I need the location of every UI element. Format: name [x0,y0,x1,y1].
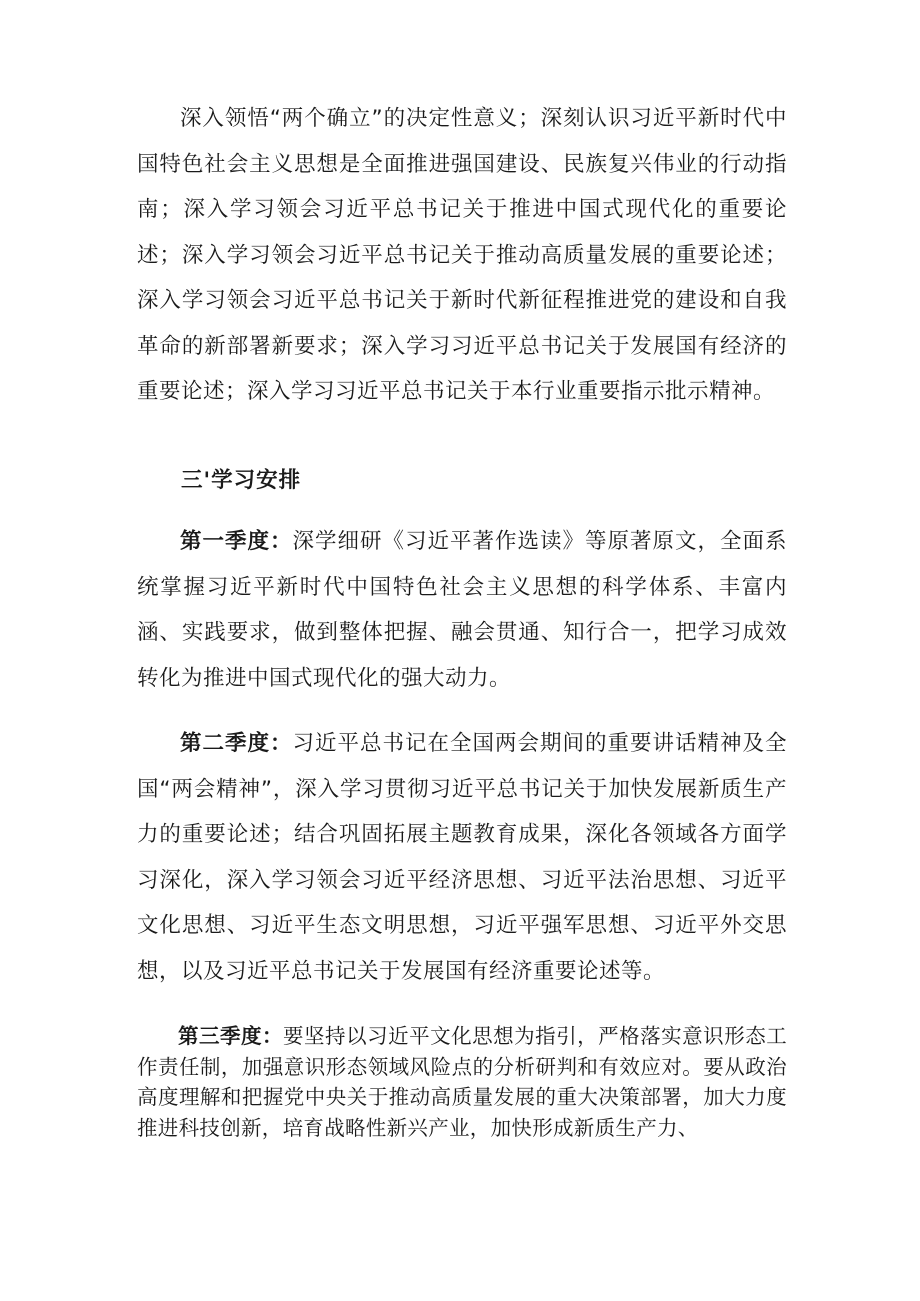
q1-text: 深学细研《习近平著作选读》等原著原文，全面系统掌握习近平新时代中国特色社会主义思想的科学体系、丰富内涵、实践要求，做到整体把握、融会贯通、知行合一，把学习成效转化为推进中国式现代化的强大动力。 [137,529,787,691]
q3-label: 第三季度： [178,1024,284,1048]
intro-paragraph: 深入领悟“两个确立”的决定性意义；深刻认识习近平新时代中国特色社会主义思想是全面推进强国建设、民族复兴伟业的行动指南；深入学习领会习近平总书记关于推进中国式现代化的重要论述；深入学习领会习近平总书记关于推动高质量发展的重要论述；深入学习领会习近平总书记关于新时代新征程推进党的建设和自我革命的新部署新要求；深入学习习近平总书记关于发展国有经济的重要论述；深入学习习近平总书记关于本行业重要指示批示精神。 [137,106,787,404]
q1-paragraph [137,519,787,701]
section-heading: 三'学习安排 [181,468,302,493]
q2-text: 习近平总书记在全国两会期间的重要讲话精神及全国“两会精神”，深入学习贯彻习近平总书记关于加快发展新质生产力的重要论述；结合巩固拓展主题教育成果，深化各领域各方面学习深化，深入学习领会习近平经济思想、习近平法治思想、习近平文化思想、习近平生态文明思想，习近平强军思想、习近平外交思想，以及习近平总书记关于发展国有经济重要论述等。 [137,731,787,984]
q3-paragraph [137,1021,787,1143]
q2-paragraph [137,721,787,994]
q1-label: 第一季度： [180,529,293,554]
q3-text: 要坚持以习近平文化思想为指引，严格落实意识形态工作责任制，加强意识形态领域风险点的分析研判和有效应对。要从政治高度理解和把握党中央关于推动高质量发展的重大决策部署，加大力度推进科技创新，培育战略性新兴产业，加快形成新质生产力、 [137,1024,788,1140]
q2-label: 第二季度： [180,731,293,756]
